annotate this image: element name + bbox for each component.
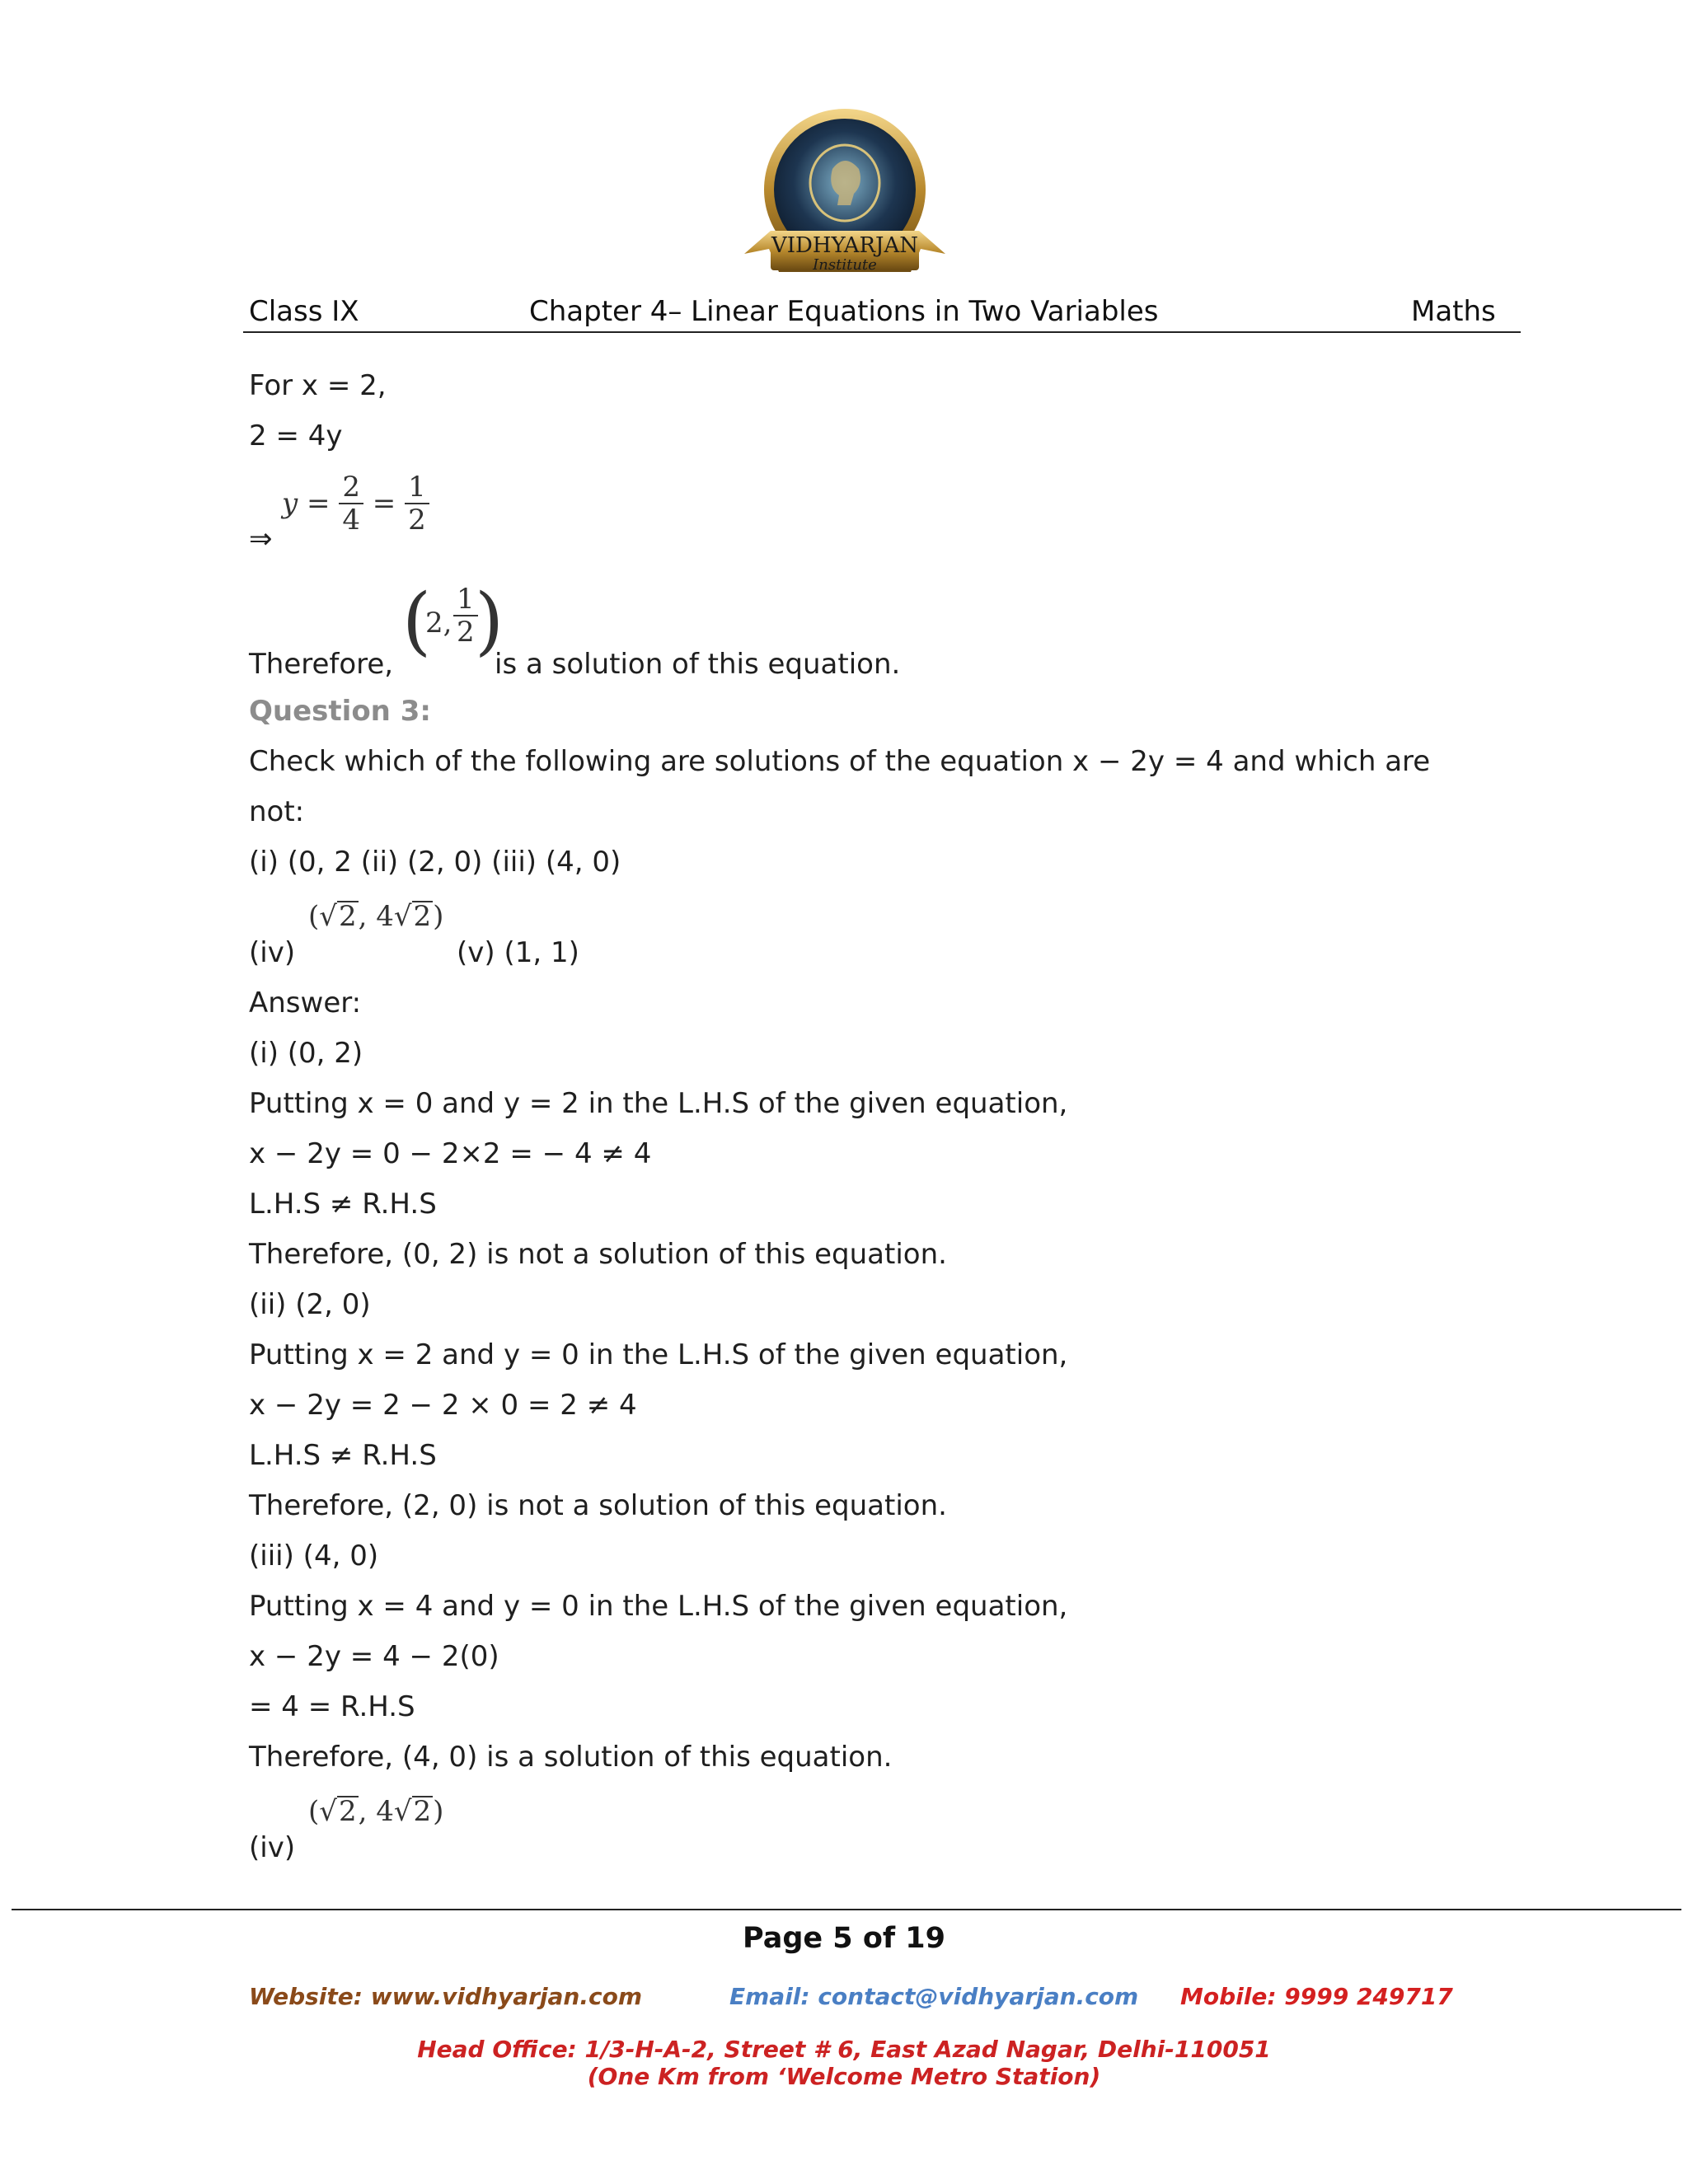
- paren-close: ): [475, 578, 504, 664]
- subject-label: Maths: [1411, 295, 1496, 328]
- answer-line: (iii) (4, 0): [249, 1540, 379, 1572]
- question-options: (i) (0, 2 (ii) (2, 0) (iii) (4, 0): [249, 846, 621, 879]
- equals-sign: =: [307, 487, 331, 520]
- answer-line: (i) (0, 2): [249, 1037, 363, 1070]
- numerator: 1: [405, 471, 429, 504]
- answer-line: = 4 = R.H.S: [249, 1690, 415, 1723]
- svg-text:VIDHYARJAN: VIDHYARJAN: [771, 233, 919, 258]
- answer-line: (ii) (2, 0): [249, 1288, 371, 1321]
- website-link[interactable]: Website: www.vidhyarjan.com: [249, 1983, 643, 2010]
- page-number: Page 5 of 19: [742, 1922, 945, 1955]
- text-therefore: Therefore,: [249, 648, 394, 681]
- answer-line: Therefore, (2, 0) is not a solution of this equation.: [249, 1489, 947, 1522]
- question-title: Question 3:: [249, 695, 431, 728]
- answer-line: x − 2y = 4 − 2(0): [249, 1640, 499, 1673]
- denominator: 2: [408, 504, 426, 537]
- implies-arrow: ⇒: [249, 523, 273, 555]
- head-office-note: (One Km from ‘Welcome Metro Station): [587, 2063, 1101, 2090]
- paren-open: (: [402, 578, 432, 664]
- answer-line: L.H.S ≠ R.H.S: [249, 1188, 437, 1221]
- head-office-address: Head Office: 1/3-H-A-2, Street # 6, East Azad Nagar, Delhi-110051: [417, 2036, 1271, 2063]
- answer-line: Therefore, (4, 0) is a solution of this equation.: [249, 1741, 893, 1774]
- answer-line: Putting x = 4 and y = 0 in the L.H.S of the given equation,: [249, 1590, 1068, 1623]
- option-label: (iv): [249, 1831, 296, 1864]
- header-divider: [243, 331, 1521, 333]
- option-v: (v) (1, 1): [457, 936, 579, 969]
- mobile-number: Mobile: 9999 249717: [1180, 1983, 1453, 2010]
- footer-divider: [12, 1909, 1681, 1910]
- pair-separator: , 4: [358, 900, 394, 933]
- radicand: 2: [413, 1795, 432, 1828]
- equals-sign: =: [372, 487, 396, 520]
- email-link[interactable]: Email: contact@vidhyarjan.com: [729, 1983, 1139, 2010]
- institute-logo: [738, 107, 952, 297]
- answer-label: Answer:: [249, 987, 362, 1019]
- denominator: 2: [457, 616, 475, 649]
- option-label: (iv): [249, 936, 296, 969]
- logo-emblem-icon: [738, 107, 952, 297]
- class-label: Class IX: [249, 295, 359, 328]
- svg-text:Institute: Institute: [813, 256, 877, 274]
- question-text: not:: [249, 795, 305, 828]
- radicand: 2: [338, 900, 357, 933]
- numerator: 2: [339, 471, 363, 504]
- numerator: 1: [453, 583, 478, 616]
- question-text: Check which of the following are solutions of the equation x − 2y = 4 and which are: [249, 745, 1431, 778]
- answer-line: Putting x = 0 and y = 2 in the L.H.S of the given equation,: [249, 1087, 1068, 1120]
- fraction: [339, 471, 363, 536]
- answer-line: Putting x = 2 and y = 0 in the L.H.S of the given equation,: [249, 1338, 1068, 1371]
- chapter-label: Chapter 4– Linear Equations in Two Variables: [529, 295, 1159, 328]
- sqrt-pair: (√2, 4√2): [308, 1795, 444, 1828]
- denominator: 4: [342, 504, 360, 537]
- text-line: 2 = 4y: [249, 419, 343, 452]
- answer-line: x − 2y = 0 − 2×2 = − 4 ≠ 4: [249, 1137, 652, 1170]
- sqrt-pair: (√2, 4√2): [308, 900, 444, 933]
- answer-line: x − 2y = 2 − 2 × 0 = 2 ≠ 4: [249, 1389, 637, 1422]
- pair-separator: , 4: [358, 1795, 394, 1828]
- fraction: [405, 471, 429, 536]
- var-y: y: [282, 487, 298, 520]
- radicand: 2: [338, 1795, 357, 1828]
- answer-line: L.H.S ≠ R.H.S: [249, 1439, 437, 1472]
- text-line: For x = 2,: [249, 369, 387, 402]
- text-solution: is a solution of this equation.: [495, 648, 901, 681]
- radicand: 2: [413, 900, 432, 933]
- answer-line: Therefore, (0, 2) is not a solution of this equation.: [249, 1238, 947, 1271]
- pair-first: 2,: [425, 607, 452, 640]
